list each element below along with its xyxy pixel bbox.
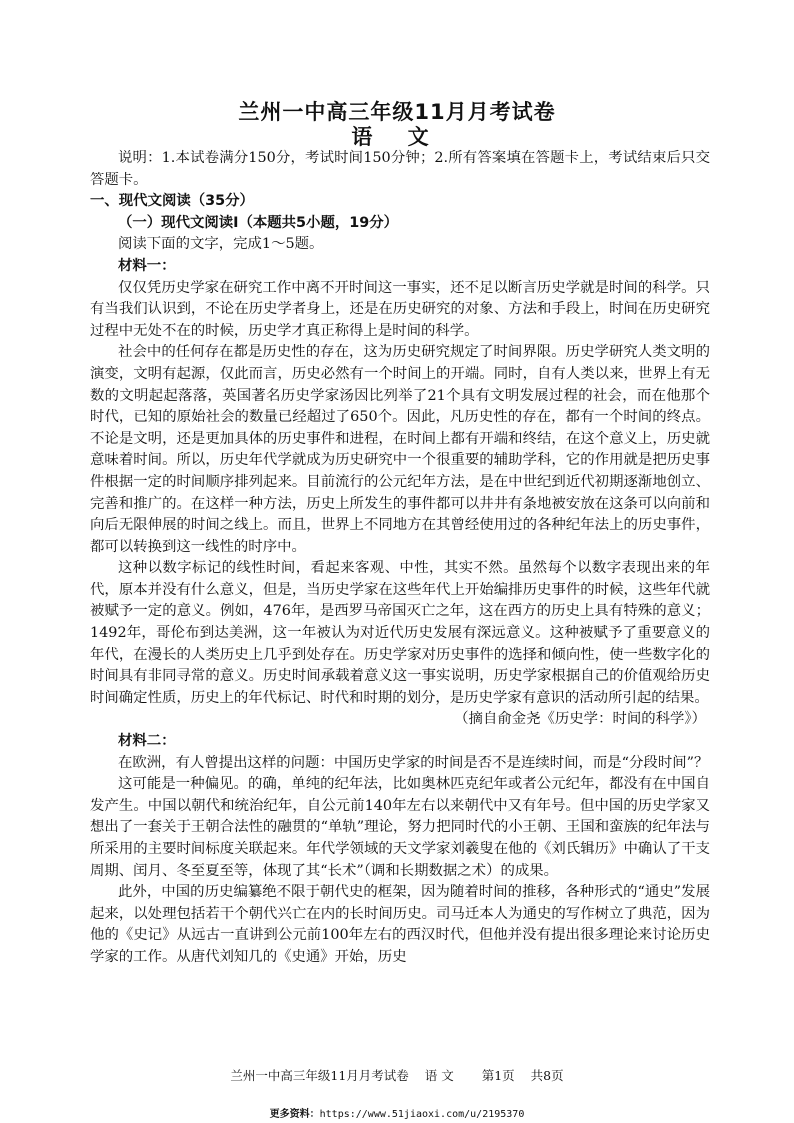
reading-prompt: 阅读下面的文字，完成1～5题。 xyxy=(118,236,324,253)
subject-title: 语 文 xyxy=(351,125,443,149)
paragraph: 此外，中国的历史编纂绝不限于朝代史的框架，因为随着时间的推移，各种形式的“通史”发展起来，以处理包括若干个朝代兴亡在内的长时间历史。司马迁本人为通史的写作树立了典范，因为他的《史记》从远古一直讲到公元前100年左右的西汉时代，但他并没有提出很多理论来讨论历史学家的工作。从唐代刘知几的《史通》开始，历史 xyxy=(90,884,710,965)
paragraph: 仅仅凭历史学家在研究工作中离不开时间这一事实，还不足以断言历史学就是时间的科学。只有当我们认识到，不论在历史学者身上，还是在历史研究的对象、方法和手段上，时间在历史研究过程中无处不在的时候，历史学才真正称得上是时间的科学。 xyxy=(90,279,710,339)
material-source: （摘自俞金尧《历史学：时间的科学》） xyxy=(454,711,706,728)
footer-subject: 语 文 xyxy=(424,1068,454,1083)
source-url-line xyxy=(0,1105,794,1120)
exam-body xyxy=(90,148,710,969)
source-url-label: 更多资料： xyxy=(269,1109,320,1120)
page-footer xyxy=(0,1066,794,1084)
instructions: 说明：1.本试卷满分150分，考试时间150分钟；2.所有答案填在答题卡上，考试结束后只交答题卡。 xyxy=(90,150,710,188)
paragraph: 这可能是一种偏见。的确，单纯的纪年法，比如奥林匹克纪年或者公元纪年，都没有在中国自发产生。中国以朝代和统治纪年，自公元前140年左右以来朝代中又有年号。但中国的历史学家又想出了一套关于王朝合法性的融贯的“单轨”理论，努力把同时代的小王朝、王国和蛮族的纪年法与所采用的主要时间标度关联起来。年代学领域的天文学家刘羲叟在他的《刘氏辑历》中确认了干支周期、闰月、冬至夏至等，体现了其“长术”（调和长期数据之术）的成果。 xyxy=(90,776,710,879)
material-label: 材料二： xyxy=(118,733,176,750)
footer-exam-name: 兰州一中高三年级11月月考试卷 xyxy=(230,1068,409,1083)
section-heading: 一、现代文阅读（35分） xyxy=(90,193,254,210)
paragraph: 社会中的任何存在都是历史性的存在，这为历史研究规定了时间界限。历史学研究人类文明的演变，文明有起源，仅此而言，历史必然有一个时间上的开端。同时，自有人类以来，世界上有无数的文明起起落落，英国著名历史学家汤因比列举了21个具有文明发展过程的社会，而在他那个时代，已知的原始社会的数量已经超过了650个。因此，凡历史性的存在，都有一个时间的终点。不论是文明，还是更加具体的历史事件和进程，在时间上都有开端和终结，在这个意义上，历史就意味着时间。所以，历史年代学就成为历史研究中一个很重要的辅助学科，它的作用就是把历史事件根据一定的时间顺序排列起来。目前流行的公元纪年方法，是在中世纪到近代初期逐渐地创立、完善和推广的。在这样一种方法，历史上所发生的事件都可以井井有条地被安放在这条可以向前和向后无限伸展的时间之线上。而且，世界上不同地方在其曾经使用过的各种纪年法上的历史事件，都可以转换到这一线性的时序中。 xyxy=(90,344,710,555)
exam-title: 兰州一中高三年级11月月考试卷 xyxy=(238,100,556,124)
source-url-link[interactable]: https://www.51jiaoxi.com/u/2195370 xyxy=(319,1109,525,1120)
material-label: 材料一： xyxy=(118,257,176,274)
footer-page-number: 第1页 xyxy=(481,1068,515,1083)
section-subheading: （一）现代文阅读Ⅰ（本题共5小题，19分） xyxy=(118,214,399,231)
footer-page-total: 共8页 xyxy=(530,1068,564,1083)
paragraph: 在欧洲，有人曾提出这样的问题：中国历史学家的时间是否不是连续时间，而是“分段时间”？ xyxy=(118,754,709,771)
paragraph: 这种以数字标记的线性时间，看起来客观、中性，其实不然。虽然每个以数字表现出来的年代，原本并没有什么意义，但是，当历史学家在这些年代上开始编排历史事件的时候，这些年代就被赋予一定的意义。例如，476年，是西罗马帝国灭亡之年，这在西方的历史上具有特殊的意义；1492年，哥伦布到达美洲，这一年被认为对近代历史发展有深远意义。这种被赋予了重要意义的年代，在漫长的人类历史上几乎到处存在。历史学家对历史事件的选择和倾向性，使一些数字化的时间具有非同寻常的意义。历史时间承载着意义这一事实说明，历史学家根据自己的价值观给历史时间确定性质，历史上的年代标记、时代和时期的划分，是历史学家有意识的活动所引起的结果。 xyxy=(90,560,710,706)
